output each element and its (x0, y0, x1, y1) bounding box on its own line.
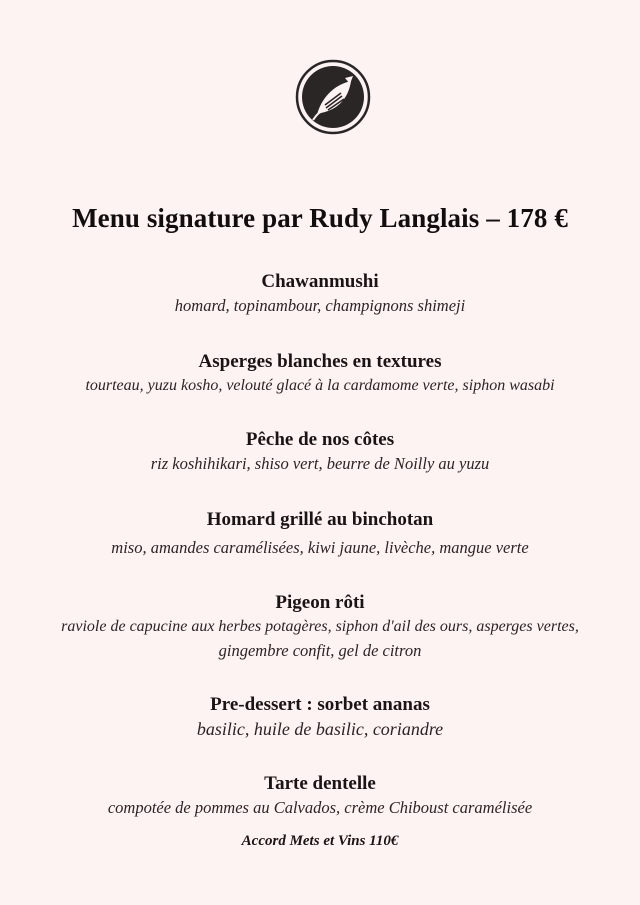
menu-title: Menu signature par Rudy Langlais – 178 € (72, 203, 568, 233)
course-name: Pêche de nos côtes (245, 429, 395, 450)
course-name: Pre-dessert : sorbet ananas (210, 694, 430, 715)
course-description: homard, topinambour, champignons shimeji (174, 296, 466, 315)
course-homard (0, 508, 640, 560)
course-description: compotée de pommes au Calvados, crème Chiboust caramélisée (107, 798, 533, 817)
course-description: miso, amandes caramélisées, kiwi jaune, livèche, mangue verte (111, 538, 529, 557)
course-description: tourteau, yuzu kosho, velouté glacé à la cardamome verte, siphon wasabi (85, 377, 555, 394)
course-tarte (0, 772, 640, 820)
restaurant-logo-icon (295, 59, 371, 135)
course-name: Chawanmushi (261, 271, 379, 292)
course-name: Pigeon rôti (275, 592, 365, 613)
course-description: basilic, huile de basilic, coriandre (196, 719, 444, 739)
course-name: Asperges blanches en textures (198, 351, 442, 372)
wine-pairing: Accord Mets et Vins 110€ (241, 833, 399, 849)
course-name: Homard grillé au binchotan (206, 509, 434, 530)
course-chawanmushi (0, 270, 640, 318)
course-peche (0, 428, 640, 476)
course-description: raviole de capucine aux herbes potagères, siphon d'ail des ours, asperges vertes, (61, 618, 579, 635)
course-asperges (0, 350, 640, 398)
course-description: riz koshihikari, shiso vert, beurre de Noilly au yuzu (150, 454, 490, 473)
course-description-line2: gingembre confit, gel de citron (218, 641, 422, 660)
course-predessert (0, 693, 640, 741)
course-name: Tarte dentelle (264, 773, 376, 794)
course-pigeon (0, 591, 640, 663)
